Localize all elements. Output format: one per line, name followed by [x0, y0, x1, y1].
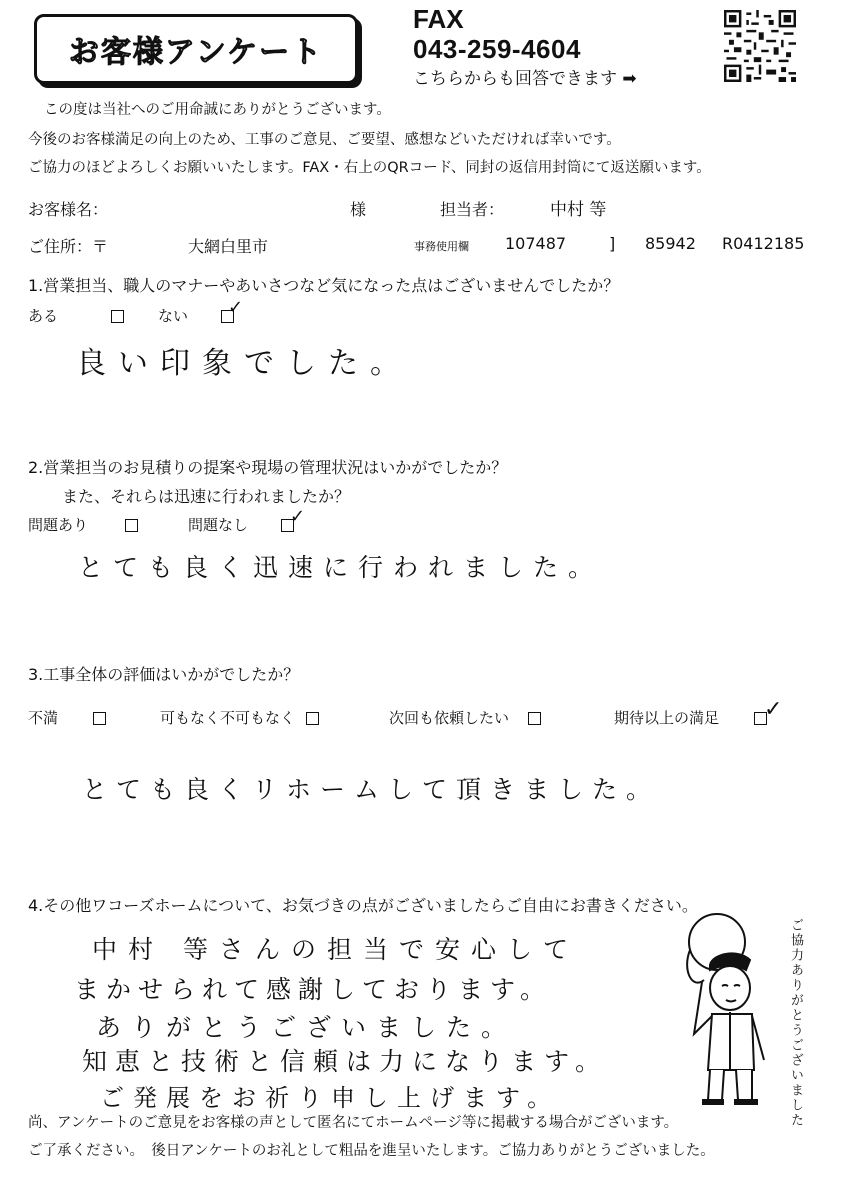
footer-line-2: ご了承ください。 後日アンケートのお礼として粗品を進呈いたします。ご協力ありがとうございました。 — [28, 1143, 715, 1159]
office-code-2: 85942 — [645, 234, 696, 253]
address-label: ご住所：〒 — [28, 237, 109, 256]
q2-option-problem[interactable] — [28, 514, 138, 535]
fax-note: こちらからも回答できます ➡ — [413, 69, 637, 89]
q1-option-yes-label: ある — [28, 307, 59, 325]
office-code-1: 107487 — [505, 234, 567, 253]
q2-answer: とても良く迅速に行われました。 — [78, 553, 604, 582]
survey-title-box — [34, 14, 358, 84]
intro-line-1: この度は当社へのご用命誠にありがとうございます。 — [44, 102, 391, 118]
footer-line-1: 尚、アンケートのご意見をお客様の声として匿名にてホームページ等に掲載する場合がございます。 — [28, 1115, 679, 1131]
intro-line-2: 今後のお客様満足の向上のため、工事のご意見、ご要望、感想などいただければ幸いです。 — [28, 132, 621, 148]
staff-name: 中村 等 — [550, 200, 607, 220]
check-icon: ✓ — [290, 506, 306, 527]
q3-option-1[interactable] — [28, 707, 106, 728]
q2-option-noproblem-label: 問題なし — [188, 516, 249, 534]
q2-problem-checkbox[interactable] — [125, 519, 138, 532]
customer-name-label: お客様名： — [28, 200, 109, 219]
check-icon: ✓ — [764, 697, 783, 722]
q4-answer-line-4: 知恵と技術と信頼は力になります。 — [82, 1047, 609, 1076]
address-value: 大網白里市 — [188, 237, 269, 256]
fax-label: FAX — [413, 4, 464, 34]
qr-code-icon[interactable] — [724, 10, 796, 82]
check-icon: ✓ — [228, 297, 244, 318]
q1-question: 1.営業担当、職人のマナーやあいさつなど気になった点はございませんでしたか？ — [28, 276, 620, 295]
q3-option-1-label: 不満 — [28, 709, 59, 727]
q3-option-3[interactable] — [389, 707, 541, 728]
q1-option-no[interactable] — [158, 297, 244, 326]
survey-title: お客様アンケート — [68, 35, 324, 70]
q4-question: 4.その他ワコーズホームについて、お気づきの点がございましたらご自由にお書きください。 — [28, 896, 698, 915]
q4-answer-line-2: まかせられて感謝しております。 — [74, 975, 553, 1004]
q1-yes-checkbox[interactable] — [111, 310, 124, 323]
q2-option-noproblem[interactable] — [188, 506, 306, 535]
office-separator: ] — [609, 234, 616, 253]
q3-question: 3.工事全体の評価はいかがでしたか？ — [28, 665, 300, 684]
office-use-label: 事務使用欄 — [414, 240, 469, 253]
q4-answer-line-1: 中村 等さんの担当で安心して — [92, 935, 579, 964]
q3-option-2-checkbox[interactable] — [306, 712, 319, 725]
q3-option-4-label: 期待以上の満足 — [614, 709, 720, 727]
q4-answer-line-5: ご発展をお祈り申し上げます。 — [100, 1084, 561, 1112]
bowing-worker-illustration — [672, 910, 782, 1110]
intro-line-3: ご協力のほどよろしくお願いいたします。FAX・右上のQRコード、同封の返信用封筒にて返送願います。 — [28, 160, 711, 176]
q2-option-problem-label: 問題あり — [28, 516, 89, 534]
q2-question: 2.営業担当のお見積りの提案や現場の管理状況はいかがでしたか？ — [28, 458, 508, 477]
q4-answer-line-3: ありがとうございました。 — [96, 1013, 517, 1042]
q3-option-2[interactable] — [160, 707, 319, 728]
q1-answer: 良い印象でした。 — [76, 346, 412, 381]
q3-answer: とても良くリホームして頂きました。 — [82, 775, 661, 804]
q3-option-1-checkbox[interactable] — [93, 712, 106, 725]
q3-option-4[interactable] — [614, 697, 783, 728]
q3-option-3-label: 次回も依頼したい — [389, 709, 510, 727]
q3-option-2-label: 可もなく不可もなく — [160, 709, 296, 727]
q1-option-no-label: ない — [158, 307, 189, 325]
customer-honorific: 様 — [350, 200, 367, 219]
staff-label: 担当者： — [440, 200, 505, 219]
q3-option-3-checkbox[interactable] — [528, 712, 541, 725]
fax-number: 043-259-4604 — [413, 34, 581, 64]
office-code-3: R0412185 — [722, 234, 805, 253]
q2-question-sub: また、それらは迅速に行われましたか？ — [62, 487, 351, 506]
q1-option-yes[interactable] — [28, 305, 124, 326]
thanks-vertical-text: ご協力ありがとうございました — [788, 918, 803, 1128]
